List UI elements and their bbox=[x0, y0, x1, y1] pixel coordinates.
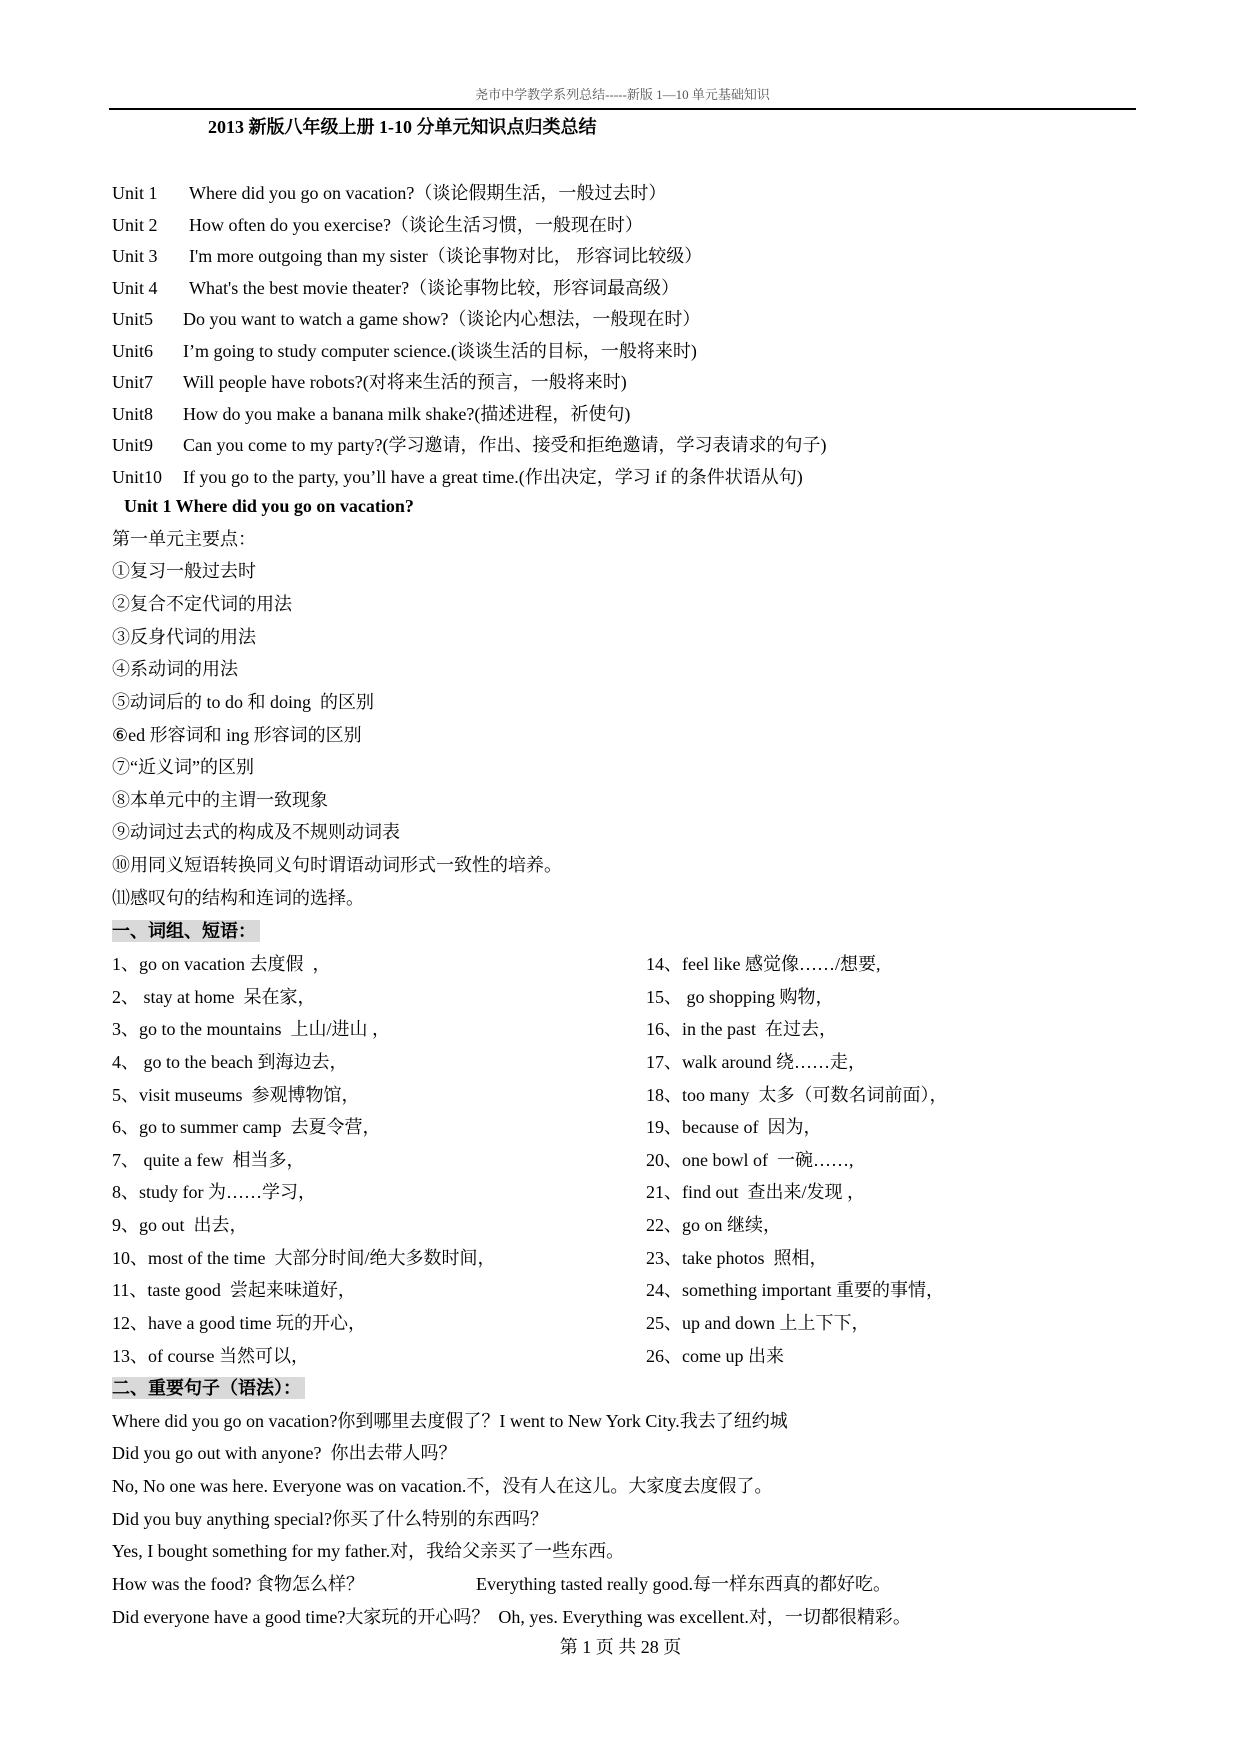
key-point-item: ⑾感叹句的结构和连词的选择。 bbox=[112, 888, 364, 908]
sentences-heading: 二、重要句子（语法）： bbox=[112, 1377, 305, 1399]
unit-label: Unit9 bbox=[112, 435, 154, 455]
sentence-line: No, No one was here. Everyone was on vacation.不，没有人在这儿。大家度去度假了。 bbox=[112, 1476, 773, 1496]
unit-label: Unit5 bbox=[112, 309, 154, 329]
key-point-item: ⑤动词后的 to do 和 doing 的区别 bbox=[112, 692, 375, 712]
key-point-item: ①复习一般过去时 bbox=[112, 561, 256, 581]
key-points-label: 第一单元主要点： bbox=[112, 529, 256, 549]
sentence-line-answer: Everything tasted really good.每一样东西真的都好吃。 bbox=[476, 1574, 891, 1594]
unit-description: Where did you go on vacation?（谈论假期生活，一般过去时） bbox=[189, 183, 667, 203]
sentence-line: Yes, I bought something for my father.对，我给父亲买了一些东西。 bbox=[112, 1541, 625, 1561]
key-point-item: ⑩用同义短语转换同义句时谓语动词形式一致性的培养。 bbox=[112, 855, 562, 875]
running-header: 尧市中学教学系列总结-----新版 1—10 单元基础知识 bbox=[475, 87, 770, 102]
unit-label: Unit 3 bbox=[112, 246, 158, 266]
sentence-line: Where did you go on vacation?你到哪里去度假了？I went to New York City.我去了纽约城 bbox=[112, 1411, 788, 1431]
unit-description: What's the best movie theater?（谈论事物比较，形容词最高级） bbox=[189, 278, 680, 298]
phrase-item: 17、walk around 绕……走， bbox=[646, 1052, 866, 1072]
unit-label: Unit8 bbox=[112, 404, 154, 424]
phrase-item: 26、come up 出来 bbox=[646, 1346, 784, 1366]
unit-description: Can you come to my party?(学习邀请，作出、接受和拒绝邀请，学习表请求的句子) bbox=[183, 435, 827, 455]
phrase-item: 11、taste good 尝起来味道好， bbox=[112, 1280, 356, 1300]
sentence-line: How was the food? 食物怎么样？ bbox=[112, 1574, 364, 1594]
unit-description: If you go to the party, you’ll have a great time.(作出决定，学习 if 的条件状语从句) bbox=[183, 467, 803, 487]
key-point-item: ④系动词的用法 bbox=[112, 659, 238, 679]
phrase-item: 16、in the past 在过去， bbox=[646, 1019, 837, 1039]
unit-label: Unit6 bbox=[112, 341, 154, 361]
phrase-item: 14、feel like 感觉像……/想要, bbox=[646, 954, 881, 974]
phrase-item: 3、go to the mountains 上山/进山 ， bbox=[112, 1019, 390, 1039]
phrase-item: 6、go to summer camp 去夏令营， bbox=[112, 1117, 381, 1137]
phrase-item: 22、go on 继续， bbox=[646, 1215, 781, 1235]
page-title: 2013 新版八年级上册 1-10 分单元知识点归类总结 bbox=[208, 117, 597, 137]
key-point-item: ⑧本单元中的主谓一致现象 bbox=[112, 790, 328, 810]
unit-label: Unit10 bbox=[112, 467, 163, 487]
sentence-line: Did you go out with anyone? 你出去带人吗？ bbox=[112, 1443, 457, 1463]
unit-description: Will people have robots?(对将来生活的预言，一般将来时) bbox=[183, 372, 627, 392]
phrase-item: 4、 go to the beach 到海边去， bbox=[112, 1052, 348, 1072]
phrase-item: 18、too many 太多（可数名词前面）， bbox=[646, 1085, 948, 1105]
phrase-item: 9、go out 出去， bbox=[112, 1215, 248, 1235]
unit-label: Unit 1 bbox=[112, 183, 158, 203]
sentence-line: Did everyone have a good time?大家玩的开心吗？ Oh, yes. Everything was excellent.对，一切都很精彩。 bbox=[112, 1607, 911, 1627]
phrase-item: 8、study for 为……学习， bbox=[112, 1182, 316, 1202]
key-point-item: ②复合不定代词的用法 bbox=[112, 594, 292, 614]
phrase-item: 24、something important 重要的事情， bbox=[646, 1280, 944, 1300]
phrase-item: 25、up and down 上上下下， bbox=[646, 1313, 870, 1333]
unit-label: Unit 4 bbox=[112, 278, 158, 298]
key-point-item: ③反身代词的用法 bbox=[112, 627, 256, 647]
phrase-item: 2、 stay at home 呆在家， bbox=[112, 987, 316, 1007]
phrase-item: 1、go on vacation 去度假 ， bbox=[112, 954, 331, 974]
page-footer: 第 1 页 共 28 页 bbox=[559, 1637, 682, 1657]
key-point-item: ⑥ed 形容词和 ing 形容词的区别 bbox=[112, 725, 362, 745]
phrase-item: 5、visit museums 参观博物馆， bbox=[112, 1085, 360, 1105]
unit-description: I'm more outgoing than my sister（谈论事物对比， 形容词比较级） bbox=[189, 246, 703, 266]
sentence-line: Did you buy anything special?你买了什么特别的东西吗？ bbox=[112, 1509, 548, 1529]
header-rule bbox=[109, 108, 1136, 110]
unit1-heading: Unit 1 Where did you go on vacation? bbox=[124, 496, 414, 516]
phrase-item: 21、find out 查出来/发现 ， bbox=[646, 1182, 865, 1202]
unit-label: Unit7 bbox=[112, 372, 154, 392]
phrase-item: 13、of course 当然可以， bbox=[112, 1346, 309, 1366]
unit-description: How often do you exercise?（谈论生活习惯，一般现在时） bbox=[189, 215, 643, 235]
phrase-item: 12、have a good time 玩的开心， bbox=[112, 1313, 366, 1333]
phrase-item: 15、 go shopping 购物， bbox=[646, 987, 834, 1007]
phrase-item: 10、most of the time 大部分时间/绝大多数时间， bbox=[112, 1248, 496, 1268]
phrases-heading: 一、词组、短语： bbox=[112, 920, 260, 942]
unit-description: I’m going to study computer science.(谈谈生活的目标，一般将来时) bbox=[183, 341, 697, 361]
key-point-item: ⑦“近义词”的区别 bbox=[112, 757, 254, 777]
phrase-item: 20、one bowl of 一碗……, bbox=[646, 1150, 854, 1170]
phrase-item: 19、because of 因为， bbox=[646, 1117, 822, 1137]
unit-label: Unit 2 bbox=[112, 215, 158, 235]
phrase-item: 7、 quite a few 相当多， bbox=[112, 1150, 305, 1170]
unit-description: How do you make a banana milk shake?(描述进程，祈使句) bbox=[183, 404, 631, 424]
key-point-item: ⑨动词过去式的构成及不规则动词表 bbox=[112, 822, 400, 842]
unit-description: Do you want to watch a game show?（谈论内心想法，一般现在时） bbox=[183, 309, 701, 329]
phrase-item: 23、take photos 照相， bbox=[646, 1248, 828, 1268]
